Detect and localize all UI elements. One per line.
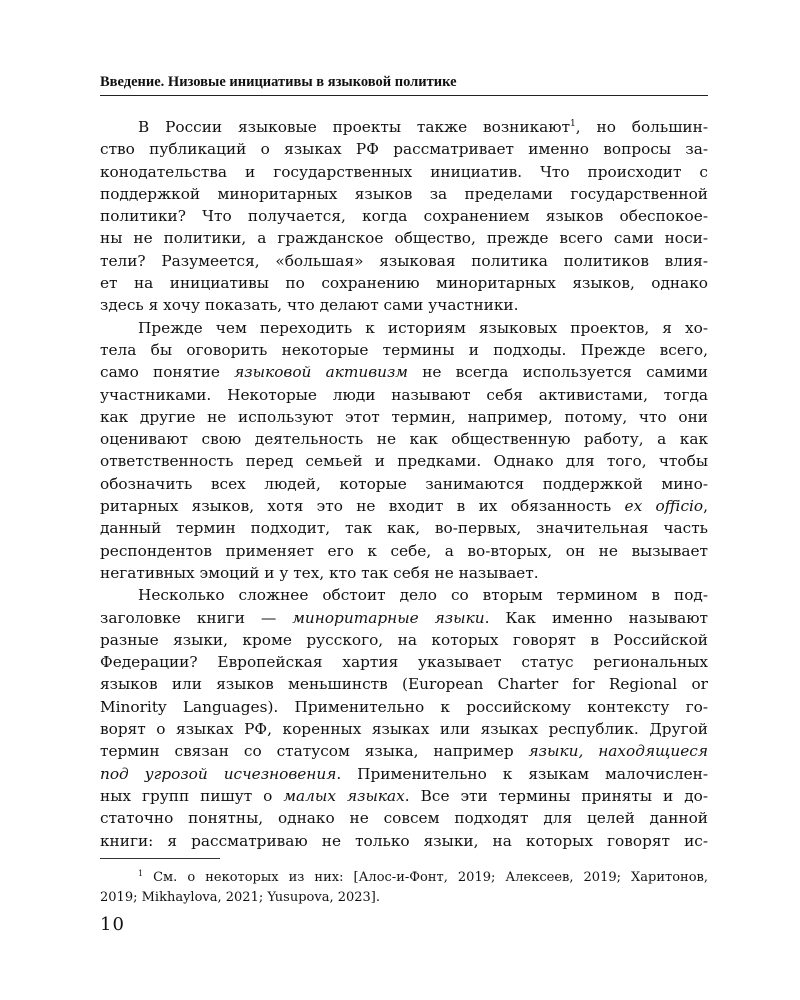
text-line: оценивают свою деятельность не как общественную работу, а как xyxy=(100,430,708,449)
text-line: ет на инициативы по сохранению миноритарных языков, однако xyxy=(100,274,708,293)
text-line: тели? Разумеется, «большая» языковая политика политиков влия- xyxy=(100,251,708,270)
footnote-line: 2019; Mikhaylova, 2021; Yusupova, 2023]. xyxy=(100,889,381,905)
text-line: книги: я рассматриваю не только языки, на которых говорят ис- xyxy=(100,831,708,850)
text-line: термин связан со статусом языка, например языки, находящиеся xyxy=(100,742,708,761)
text-line: тела бы оговорить некоторые термины и подходы. Прежде всего, xyxy=(100,340,708,359)
text-line: Minority Languages). Применительно к российскому контексту го- xyxy=(100,697,708,716)
text-line: статочно понятны, однако не совсем подходят для целей данной xyxy=(100,809,708,828)
text-line: как другие не используют этот термин, например, потому, что они xyxy=(100,407,708,426)
text-line: языков или языков меньшинств (European Charter for Regional or xyxy=(100,675,708,694)
paragraph-3 xyxy=(100,584,708,852)
text-line: Федерации? Европейская хартия указывает статус региональных xyxy=(100,653,708,672)
emphasis: миноритарные языки xyxy=(292,608,485,627)
text-line: под угрозой исчезновения. Применительно к языкам малочислен- xyxy=(100,764,708,783)
text-line: негативных эмоций и у тех, кто так себя не называет. xyxy=(100,563,539,582)
text-line: ных групп пишут о малых языках. Все эти термины приняты и до- xyxy=(100,786,708,805)
text-line: ритарных языков, хотя это не входит в их обязанность ex officio, xyxy=(100,497,708,516)
footnote-line: $^1$ См. о некоторых из них: [Алос-и-Фонт, 2019; Алексеев, 2019; Харитонов, xyxy=(138,869,708,885)
text-line: Несколько сложнее обстоит дело со вторым термином в под- xyxy=(138,586,708,605)
text-line: участниками. Некоторые люди называют себя активистами, тогда xyxy=(100,385,708,404)
running-header-title: Введение. Низовые инициативы в языковой политике xyxy=(100,74,457,90)
text-line: разные языки, кроме русского, на которых говорят в Российской xyxy=(100,630,708,649)
page-number: 10 xyxy=(100,914,125,935)
text-line: данный термин подходит, так как, во-первых, значительная часть xyxy=(100,519,708,538)
text-line: конодательства и государственных инициатив. Что происходит с xyxy=(100,162,708,181)
emphasis: под угрозой исчезновения xyxy=(100,764,337,783)
text-line: само понятие языковой активизм не всегда используется самими xyxy=(100,363,708,382)
text-line: ство публикаций о языках РФ рассматривает именно вопросы за- xyxy=(100,140,708,159)
text-line: В России языковые проекты также возникают$^1$, но большин- xyxy=(138,118,708,136)
text-line: заголовке книги — миноритарные языки. Как именно называют xyxy=(100,608,709,627)
emphasis: языковой активизм xyxy=(234,363,408,382)
text-line: поддержкой миноритарных языков за пределами государственной xyxy=(100,184,708,203)
running-header xyxy=(100,72,708,96)
emphasis: малых языках xyxy=(283,786,405,805)
text-line: здесь я хочу показать, что делают сами участники. xyxy=(100,296,519,315)
footnote-divider xyxy=(100,858,220,859)
text-line: ны не политики, а гражданское общество, прежде всего сами носи- xyxy=(100,229,708,248)
main-text xyxy=(100,116,708,852)
emphasis: ex officio xyxy=(624,497,704,516)
footnote-ref[interactable]: 1 xyxy=(570,119,576,129)
paragraph-1 xyxy=(100,116,708,317)
text-line: обозначить всех людей, которые занимаются поддержкой мино- xyxy=(100,474,708,493)
footnote-mark: 1 xyxy=(138,869,144,878)
emphasis: языки, находящиеся xyxy=(528,742,708,761)
text-line: политики? Что получается, когда сохранением языков обеспокое- xyxy=(100,207,708,226)
text-line: ворят о языках РФ, коренных языках или языках республик. Другой xyxy=(100,720,708,739)
footnote xyxy=(100,868,708,907)
text-line: ответственность перед семьей и предками. Однако для того, чтобы xyxy=(100,452,708,471)
text-line: Прежде чем переходить к историям языковых проектов, я хо- xyxy=(138,318,708,337)
paragraph-2 xyxy=(100,317,708,585)
text-line: респондентов применяет его к себе, а во-вторых, он не вызывает xyxy=(100,541,708,560)
